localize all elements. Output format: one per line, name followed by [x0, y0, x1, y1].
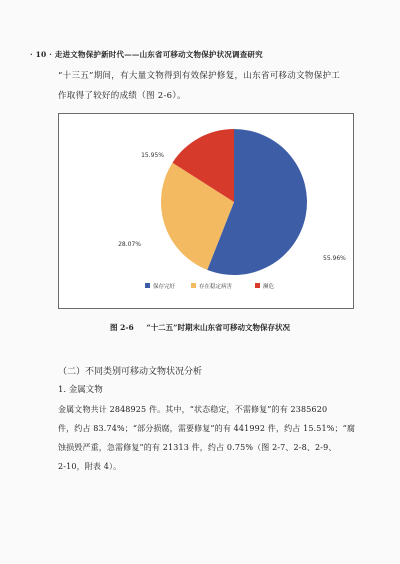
body-line-1: 金属文物共计 2848925 件。其中，“状态稳定，不需修复”的有 2385620	[58, 405, 328, 414]
legend-label: 保存完好	[153, 284, 176, 290]
figure-number: 图 2-6	[110, 323, 134, 332]
legend-swatch	[255, 283, 260, 288]
legend-label: 濒危	[263, 284, 275, 290]
legend-label: 存在稳定病害	[199, 284, 233, 290]
body-line-3: 蚀损毁严重，急需修复”的有 21313 件，约占 0.75%（图 2-7、2-8、2-9、	[58, 443, 337, 452]
intro-line-2: 作取得了较好的成绩（图 2-6）。	[58, 91, 186, 101]
legend-swatch	[145, 283, 150, 288]
body-line-2: 件，约占 83.74%；“部分损腐，需要修复”的有 441992 件，约占 15.51%；“腐	[58, 424, 356, 433]
body-line-4: 2-10，附表 4）。	[58, 462, 122, 471]
legend-swatch	[191, 283, 196, 288]
figure-caption-text: “十二五”时期末山东省可移动文物保存状况	[146, 323, 290, 332]
section-title: （二）不同类别可移动文物状况分析	[58, 367, 203, 377]
legend-item-good	[145, 282, 176, 290]
intro-paragraph	[58, 66, 358, 106]
pie-label-stable-damage: 28.07%	[118, 241, 141, 248]
page-number: · 10 ·	[30, 50, 53, 59]
pie-chart	[59, 114, 353, 308]
chart-legend	[145, 282, 275, 290]
intro-line-1: “十三五”期间，有大量文物得到有效保护修复，山东省可移动文物保护工	[58, 71, 341, 81]
figure-frame	[58, 113, 354, 309]
pie-label-good: 55.96%	[323, 255, 346, 262]
legend-item-stable-damage	[191, 282, 233, 290]
pie-label-endangered: 15.95%	[141, 152, 164, 159]
legend-item-endangered	[255, 282, 275, 290]
figure-caption	[0, 322, 400, 333]
page-header	[30, 49, 370, 60]
subsection-title: 1. 金属文物	[58, 385, 103, 395]
running-title: 走进文物保护新时代——山东省可移动文物保护状况调查研究	[54, 50, 263, 59]
